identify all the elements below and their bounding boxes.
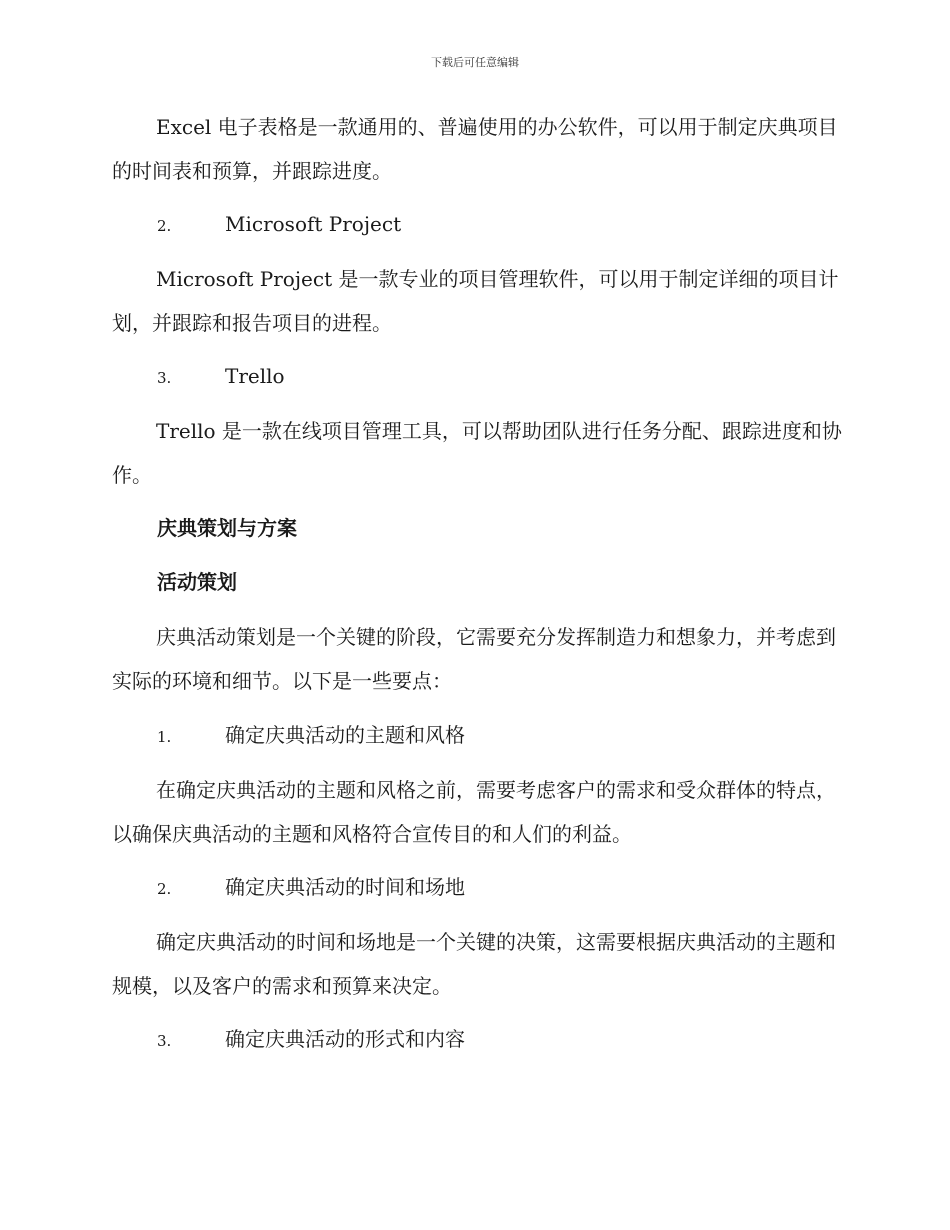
paragraph-trello: Trello 是一款在线项目管理工具，可以帮助团队进行任务分配、跟踪进度和协作。 [112, 419, 842, 487]
subsection-heading: 活动策划 [157, 570, 237, 594]
list-item-text: Microsoft Project [225, 212, 402, 236]
list-item-microsoft-project [157, 211, 401, 239]
paragraph-time-venue: 确定庆典活动的时间和场地是一个关键的决策，这需要根据庆典活动的主题和规模，以及客户的需求和预算来决定。 [112, 930, 836, 998]
list-item-text: Trello [225, 364, 285, 388]
list-item-text: 确定庆典活动的时间和场地 [225, 875, 465, 899]
list-number: 1. [157, 728, 172, 746]
section-heading: 庆典策划与方案 [157, 516, 297, 540]
page-header: 下载后可任意编辑 [431, 56, 519, 69]
list-item-time-venue [157, 874, 465, 902]
list-item-trello [157, 363, 285, 391]
list-number: 2. [157, 880, 172, 898]
list-item-theme-style [157, 722, 465, 750]
list-item-form-content [157, 1026, 465, 1054]
list-number: 3. [157, 1032, 172, 1050]
list-number: 2. [157, 217, 172, 235]
paragraph-microsoft-project: Microsoft Project 是一款专业的项目管理软件，可以用于制定详细的项目计划，并跟踪和报告项目的进程。 [112, 267, 839, 335]
list-item-text: 确定庆典活动的形式和内容 [225, 1027, 465, 1051]
paragraph-theme-style: 在确定庆典活动的主题和风格之前，需要考虑客户的需求和受众群体的特点，以确保庆典活动的主题和风格符合宣传目的和人们的利益。 [112, 778, 836, 846]
list-item-text: 确定庆典活动的主题和风格 [225, 723, 465, 747]
paragraph-activity-planning: 庆典活动策划是一个关键的阶段，它需要充分发挥制造力和想象力，并考虑到实际的环境和细节。以下是一些要点： [112, 625, 836, 693]
paragraph-excel: Excel 电子表格是一款通用的、普遍使用的办公软件，可以用于制定庆典项目的时间表和预算，并跟踪进度。 [112, 115, 838, 183]
list-number: 3. [157, 369, 172, 387]
